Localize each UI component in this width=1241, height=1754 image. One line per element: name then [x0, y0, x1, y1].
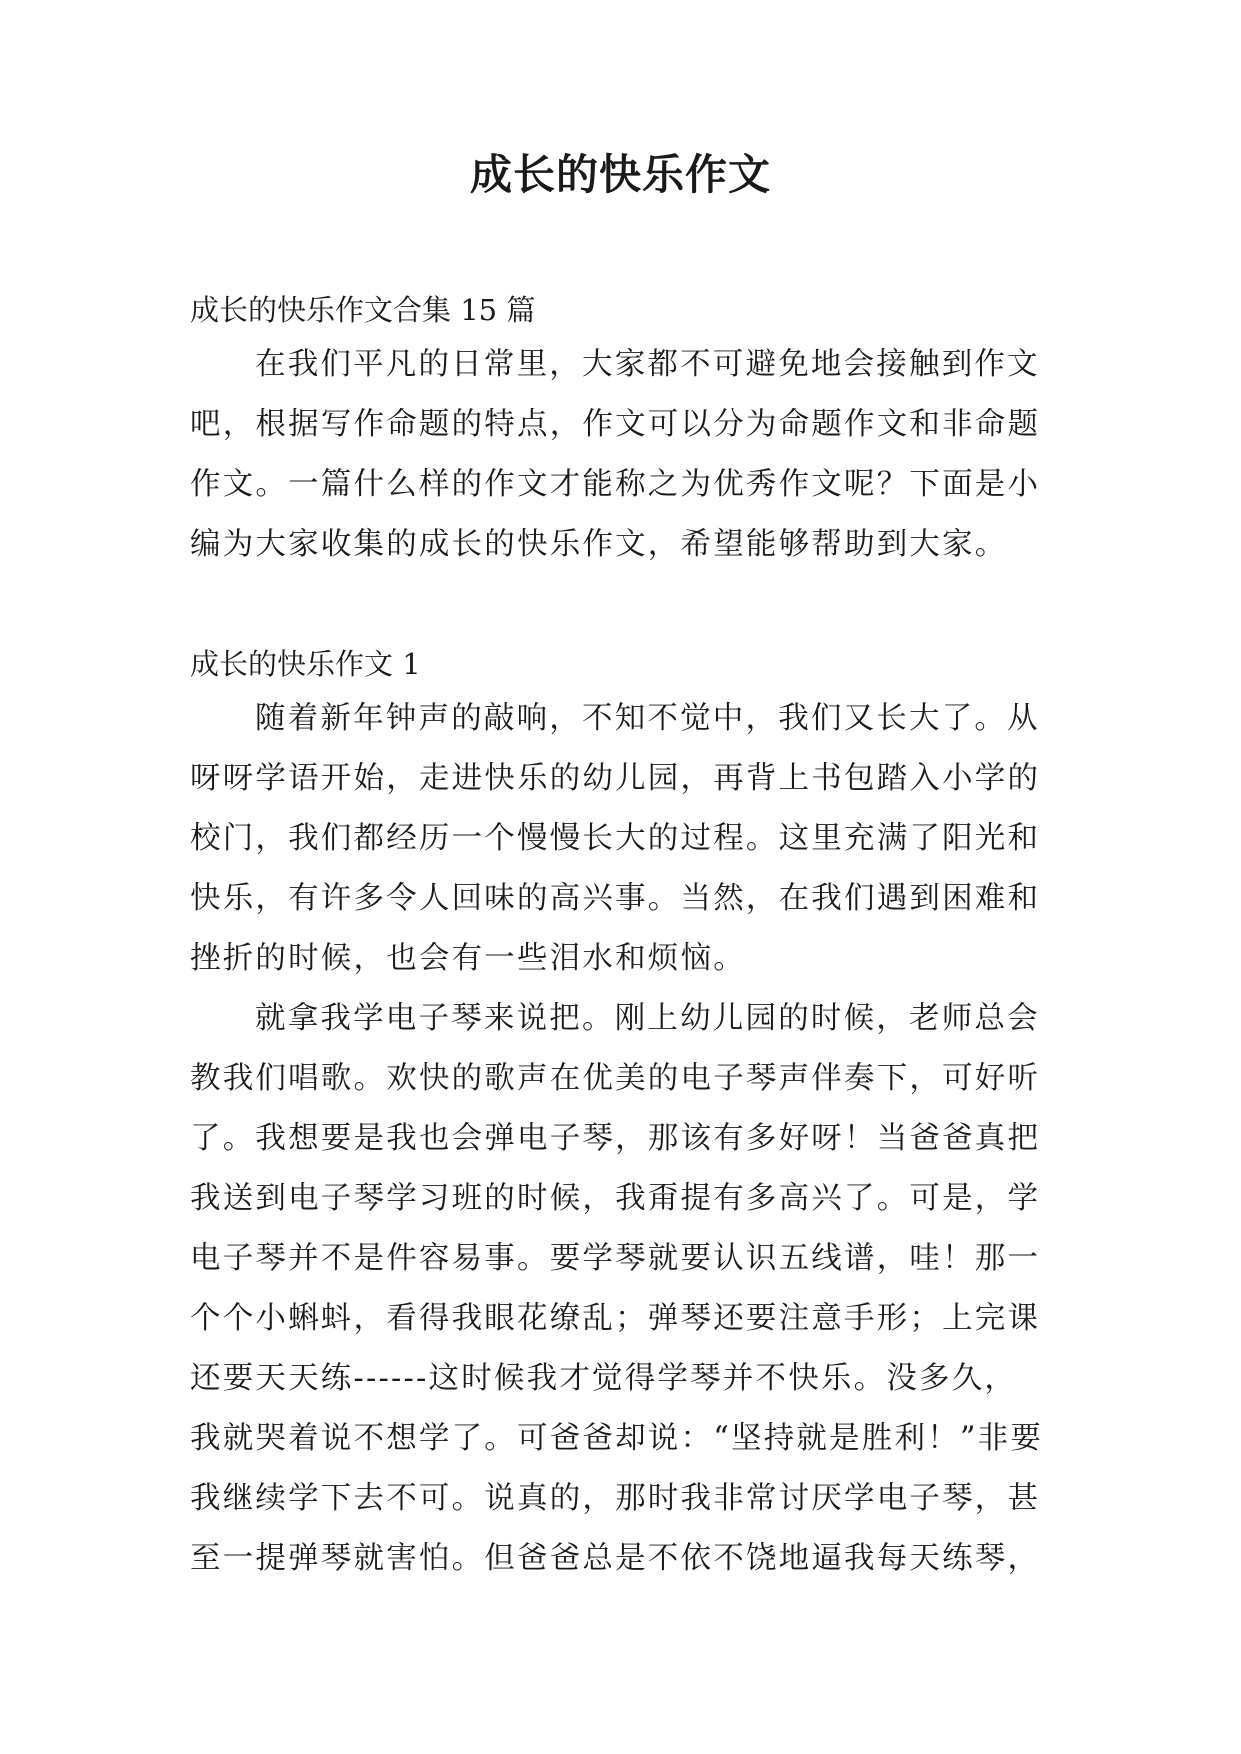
text-line: 我送到电子琴学习班的时候，我甭提有多高兴了。可是，学: [190, 1181, 1041, 1216]
document-subtitle: 成长的快乐作文合集 15 篇: [190, 293, 536, 327]
text-line: 作文。一篇什么样的作文才能称之为优秀作文呢？下面是小: [190, 467, 1041, 502]
document-title: 成长的快乐作文: [469, 150, 771, 199]
text-line: 个个小蝌蚪，看得我眼花缭乱；弹琴还要注意手形；上完课: [190, 1301, 1041, 1336]
intro-paragraph: [190, 335, 1070, 575]
text-line: 编为大家收集的成长的快乐作文，希望能够帮助到大家。: [190, 527, 1008, 562]
text-line: 我就哭着说不想学了。可爸爸却说：“坚持就是胜利！”非要: [190, 1421, 1044, 1456]
text-line: 挫折的时候，也会有一些泪水和烦恼。: [190, 941, 746, 976]
text-line: 随着新年钟声的敲响，不知不觉中，我们又长大了。从: [255, 701, 1040, 736]
text-line: 还要天天练------这时候我才觉得学琴并不快乐。没多久，: [190, 1361, 1018, 1396]
text-line: 在我们平凡的日常里，大家都不可避免地会接触到作文: [255, 347, 1040, 382]
text-line: 教我们唱歌。欢快的歌声在优美的电子琴声伴奏下，可好听: [190, 1061, 1041, 1096]
section-heading: 成长的快乐作文 1: [190, 647, 421, 681]
text-line: 我继续学下去不可。说真的，那时我非常讨厌学电子琴，甚: [190, 1481, 1041, 1516]
text-line: 就拿我学电子琴来说把。刚上幼儿园的时候，老师总会: [255, 1001, 1040, 1036]
text-line: 校门，我们都经历一个慢慢长大的过程。这里充满了阳光和: [190, 821, 1041, 856]
text-line: 了。我想要是我也会弹电子琴，那该有多好呀！当爸爸真把: [190, 1121, 1041, 1156]
text-line: 快乐，有许多令人回味的高兴事。当然，在我们遇到困难和: [190, 881, 1041, 916]
text-line: 至一提弹琴就害怕。但爸爸总是不依不饶地逼我每天练琴，: [190, 1541, 1041, 1576]
paragraph-1: [190, 689, 1070, 989]
text-line: 吧，根据写作命题的特点，作文可以分为命题作文和非命题: [190, 407, 1041, 442]
text-line: 电子琴并不是件容易事。要学琴就要认识五线谱，哇！那一: [190, 1241, 1041, 1276]
text-line: 呀呀学语开始，走进快乐的幼儿园，再背上书包踏入小学的: [190, 761, 1041, 796]
paragraph-2: [190, 989, 1070, 1589]
